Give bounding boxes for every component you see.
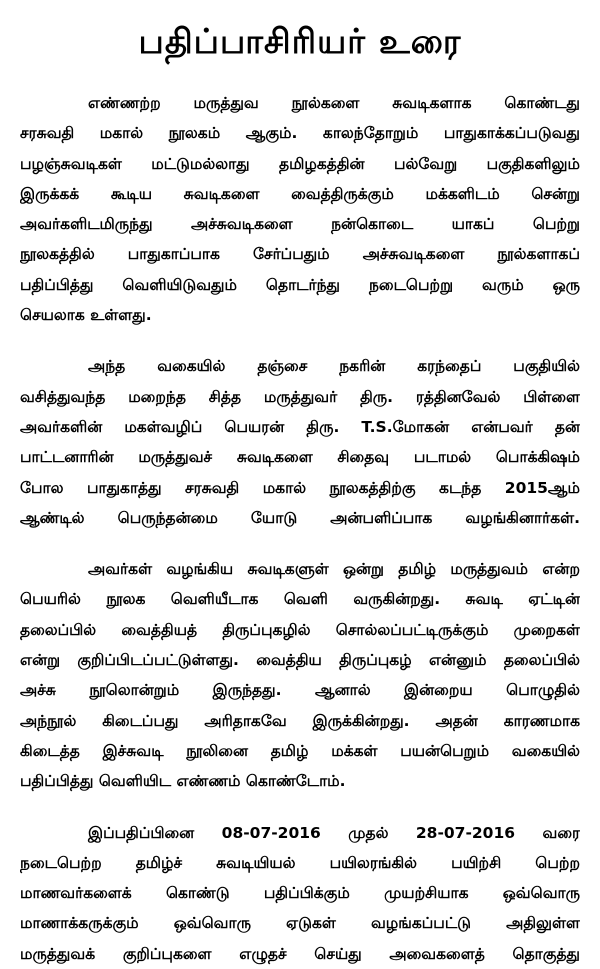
text-line: அந்த வகையில் தஞ்சை நகரின் கரந்தைப் பகுதியில் [88, 357, 580, 376]
text-line: கிடைத்த இச்சுவடி நூலினை தமிழ் மக்கள் பயன்பெறும் வகையில் [20, 741, 580, 760]
text-line: மாணவர்களைக் கொண்டு பதிப்பிக்கும் முயற்சியாக ஒவ்வொரு [20, 884, 580, 903]
text-line: தலைப்பில் வைத்தியத் திருப்புகழில் சொல்லப்பட்டிருக்கும் முறைகள் [20, 620, 580, 639]
text-line: செயலாக உள்ளது. [20, 306, 152, 325]
text-line: நடைபெற்ற தமிழ்ச் சுவடியியல் பயிலரங்கில் பயிற்சி பெற்ற [20, 853, 580, 872]
paragraph-2 [20, 351, 580, 533]
text-line: மாணாக்கருக்கும் ஒவ்வொரு ஏடுகள் வழங்கப்பட்டு அதிலுள்ள [20, 914, 580, 933]
text-line: பதிப்பித்து வெளியிடுவதும் தொடர்ந்து நடைபெற்று வரும் ஒரு [20, 275, 580, 294]
paragraph-3 [20, 554, 580, 796]
text-line: அவர்களிடமிருந்து அச்சுவடிகளை நன்கொடை யாகப் பெற்று [20, 215, 580, 234]
text-line: நூலகத்தில் பாதுகாப்பாக சேர்ப்பதும் அச்சுவடிகளை நூல்களாகப் [20, 245, 580, 264]
text-line: அந்நூல் கிடைப்பது அரிதாகவே இருக்கின்றது. அதன் காரணமாக [20, 711, 580, 730]
text-line: அவர்கள் வழங்கிய சுவடிகளுள் ஒன்று தமிழ் மருத்துவம் என்ற [88, 560, 580, 579]
text-line: எண்ணற்ற மருத்துவ நூல்களை சுவடிகளாக கொண்டது [88, 94, 580, 112]
text-line: இருக்கக் கூடிய சுவடிகளை வைத்திருக்கும் மக்களிடம் சென்று [20, 184, 580, 203]
text-line: சரசுவதி மகால் நூலகம் ஆகும். காலந்தோறும் பாதுகாக்கப்படுவது [20, 124, 580, 143]
text-line: மருத்துவக் குறிப்புகளை எழுதச் செய்து அவைகளைத் தொகுத்து [20, 944, 580, 963]
text-line: பெயரில் நூலக வெளியீடாக வெளி வருகின்றது. சுவடி ஏட்டின் [20, 590, 580, 609]
text-line: போல பாதுகாத்து சரசுவதி மகால் நூலகத்திற்கு கடந்த 2015ஆம் [20, 478, 580, 497]
text-line: இப்பதிப்பினை 08-07-2016 முதல் 28-07-2016 வரை [88, 823, 580, 842]
text-line: பாட்டனாரின் மருத்துவச் சுவடிகளை சிதைவு படாமல் பொக்கிஷம் [20, 448, 580, 467]
text-line: அவர்களின் மகள்வழிப் பெயரன் திரு. T.S.மோகன் என்பவர் தன் [20, 417, 580, 436]
text-line: வசித்துவந்த மறைந்த சித்த மருத்துவர் திரு. ரத்தினவேல் பிள்ளை [20, 387, 580, 406]
text-line: அச்சு நூலொன்றும் இருந்தது. ஆனால் இன்றைய பொழுதில் [20, 681, 580, 700]
text-line: என்று குறிப்பிடப்பட்டுள்ளது. வைத்திய திருப்புகழ் என்னும் தலைப்பில் [20, 651, 580, 670]
text-line: ஆண்டில் பெருந்தன்மை யோடு அன்பளிப்பாக வழங்கினார்கள். [20, 508, 580, 527]
text-line: பழஞ்சுவடிகள் மட்டுமல்லாது தமிழகத்தின் பல்வேறு பகுதிகளிலும் [20, 154, 580, 173]
paragraph-4 [20, 818, 580, 969]
page-title: பதிப்பாசிரியர் உரை [138, 22, 462, 62]
text-line: பதிப்பித்து வெளியிட எண்ணம் கொண்டோம். [20, 772, 346, 791]
paragraph-1 [20, 88, 580, 330]
